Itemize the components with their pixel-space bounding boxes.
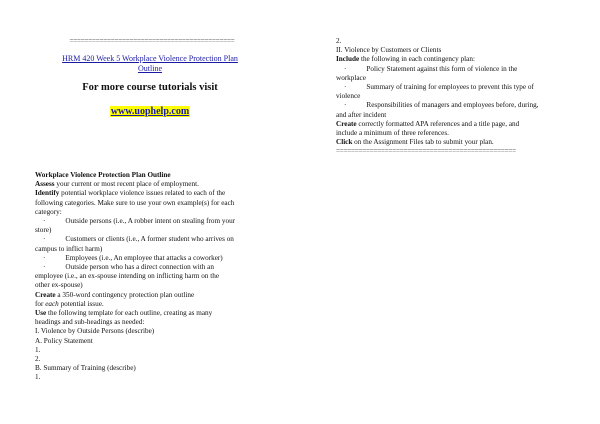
right-page: [300, 0, 600, 424]
outline-title: Workplace Violence Protection Plan Outline: [35, 171, 171, 179]
include-responsibilities-cont: and after incident: [336, 110, 387, 119]
category-outside-persons-cont: store): [35, 226, 52, 235]
template-item: 1.: [35, 373, 41, 382]
right-body: [336, 37, 572, 157]
template-item: 2.: [35, 355, 41, 364]
bullet-icon: ·: [43, 235, 46, 244]
bullet-icon: ·: [344, 83, 347, 92]
create-line: Create a 350-word contingency protection plan outline: [35, 290, 195, 299]
create-line-2: for each potential issue.: [35, 299, 104, 308]
category-customers: · Customers or clients (i.e., A former student who arrives on: [43, 235, 234, 244]
outline-body: [35, 171, 280, 383]
category-outside-persons: · Outside persons (i.e., A robber intent on stealing from your: [43, 217, 236, 226]
identify-line-3: category:: [35, 207, 62, 216]
course-title-line2[interactable]: Outline: [138, 64, 162, 73]
template-heading-ii: II. Violence by Customers or Clients: [336, 46, 442, 55]
category-customers-cont: campus to inflict harm): [35, 244, 103, 253]
bullet-icon: ·: [43, 263, 46, 272]
identify-line: Identify potential workplace violence issues related to each of the: [35, 189, 226, 198]
create-references-line-2: include a minimum of three references.: [336, 129, 449, 138]
category-outside-connected: · Outside person who has a direct connection with an: [43, 263, 214, 272]
bullet-icon: ·: [344, 64, 347, 73]
include-summary-training: · Summary of training for employees to prevent this type of: [344, 83, 534, 92]
use-line-2: headings and sub-headings as needed:: [35, 318, 145, 327]
include-policy-statement: · Policy Statement against this form of violence in the: [344, 64, 518, 73]
bullet-icon: ·: [344, 101, 347, 110]
website-link[interactable]: www.uophelp.com: [110, 106, 190, 117]
bullet-icon: ·: [43, 217, 46, 226]
category-outside-connected-cont: employee (i.e., an ex-spouse intending on inflicting harm on the: [35, 272, 220, 281]
include-responsibilities: · Responsibilities of managers and employees before, during,: [344, 101, 539, 110]
category-outside-connected-cont2: other ex-spouse): [35, 281, 83, 290]
template-item: 1.: [35, 345, 41, 354]
template-heading-i: I. Violence by Outside Persons (describe): [35, 327, 155, 336]
click-line: Click on the Assignment Files tab to submit your plan.: [336, 138, 494, 147]
top-divider: ============================================: [69, 37, 235, 45]
category-employees: · Employees (i.e., An employee that attacks a coworker): [43, 253, 223, 262]
use-line: Use the following template for each outline, creating as many: [35, 309, 213, 318]
identify-line-2: following categories. Make sure to use your own example(s) for each: [35, 198, 235, 207]
assess-line: Assess your current or most recent place of employment.: [35, 180, 199, 189]
include-summary-training-cont: violence: [336, 92, 361, 101]
template-policy-statement: A. Policy Statement: [35, 336, 93, 345]
template-item: 2.: [336, 37, 342, 45]
include-line: Include the following in each contingency plan:: [336, 55, 475, 64]
bullet-icon: ·: [43, 253, 46, 262]
create-references-line: Create correctly formatted APA references and a title page, and: [336, 119, 520, 128]
website-link-wrapper[interactable]: [20, 101, 280, 119]
course-title-line1[interactable]: HRM 420 Week 5 Workplace Violence Protection Plan: [62, 54, 238, 63]
promo-heading: For more course tutorials visit: [82, 82, 218, 93]
bottom-divider: ================================================: [336, 147, 516, 156]
template-summary-training: B. Summary of Training (describe): [35, 364, 136, 373]
include-policy-statement-cont: workplace: [336, 73, 366, 82]
course-title-link[interactable]: [30, 54, 270, 74]
